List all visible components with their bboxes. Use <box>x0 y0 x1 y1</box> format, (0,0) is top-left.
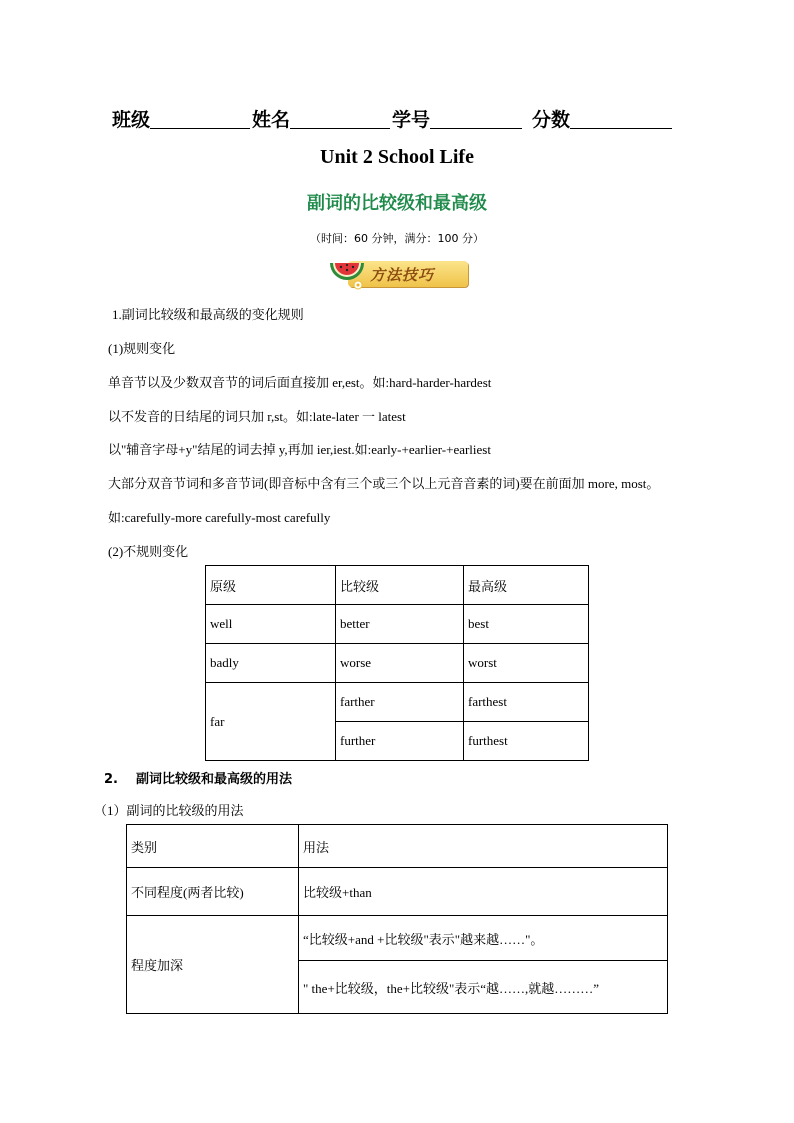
table-cell: better <box>336 605 464 644</box>
rule-line: 大部分双音节词和多音节词(即音标中含有三个或三个以上元音音素的词)要在前面加 more, most。 <box>108 476 660 491</box>
id-label: 学号 <box>392 109 431 131</box>
table-cell: further <box>336 722 464 761</box>
table-cell: “比较级+and +比较级"表示"越来越……"。 <box>299 916 668 961</box>
table-cell: worst <box>464 644 589 683</box>
table-header-cell: 最高级 <box>464 566 589 605</box>
table-row <box>206 683 589 722</box>
irregular-change-heading: (2)不规则变化 <box>108 544 189 559</box>
table-cell: furthest <box>464 722 589 761</box>
irregular-table <box>205 565 589 761</box>
rule-line: 如:carefully-more carefully-most carefully <box>108 510 331 525</box>
table-row <box>127 868 668 916</box>
table-cell: far <box>206 683 336 761</box>
rule-line: 以不发音的日结尾的词只加 r,st。如:late-later 一 latest <box>108 409 406 424</box>
time-info: （时间：60 分钟，满分：100 分） <box>310 232 484 245</box>
table-cell: farthest <box>464 683 589 722</box>
id-blank[interactable] <box>430 110 522 129</box>
table-cell: worse <box>336 644 464 683</box>
page-subtitle: 副词的比较级和最高级 <box>307 193 487 214</box>
table-header-cell: 原级 <box>206 566 336 605</box>
table-header-cell: 用法 <box>299 825 668 868</box>
table-cell: 比较级+than <box>299 868 668 916</box>
student-info-line <box>112 105 672 132</box>
table-header-cell: 类别 <box>127 825 299 868</box>
section2-title: 副词比较级和最高级的用法 <box>135 772 292 787</box>
section1-heading: 1.副词比较级和最高级的变化规则 <box>112 307 304 322</box>
name-label: 姓名 <box>252 109 291 131</box>
score-blank[interactable] <box>570 110 672 129</box>
table-cell: farther <box>336 683 464 722</box>
rule-line: 以"辅音字母+y"结尾的词去掉 y,再加 ier,iest.如:early-+earlier-+earliest <box>108 442 491 457</box>
watermelon-icon <box>326 255 370 293</box>
score-label: 分数 <box>532 109 571 131</box>
class-label: 班级 <box>112 109 151 131</box>
section2-number: 2. <box>104 772 118 787</box>
section2-heading <box>104 768 292 787</box>
usage-table <box>126 824 668 1014</box>
table-cell: badly <box>206 644 336 683</box>
regular-change-heading: (1)规则变化 <box>108 341 176 356</box>
name-blank[interactable] <box>290 110 390 129</box>
comparative-usage-heading: （1）副词的比较级的用法 <box>94 803 244 818</box>
table-cell: best <box>464 605 589 644</box>
table-row <box>127 916 668 961</box>
table-cell: " the+比较级，the+比较级"表示“越……,就越………” <box>299 961 668 1014</box>
table-header-cell: 比较级 <box>336 566 464 605</box>
banner-label: 方法技巧 <box>370 266 435 284</box>
class-blank[interactable] <box>150 110 250 129</box>
table-header-row <box>206 566 589 605</box>
method-banner <box>326 255 472 293</box>
table-cell: well <box>206 605 336 644</box>
table-header-row <box>127 825 668 868</box>
rule-line: 单音节以及少数双音节的词后面直接加 er,est。如:hard-harder-hardest <box>108 375 492 390</box>
table-row <box>206 605 589 644</box>
table-cell: 不同程度(两者比较) <box>127 868 299 916</box>
table-cell: 程度加深 <box>127 916 299 1014</box>
table-row <box>206 644 589 683</box>
page-title: Unit 2 School Life <box>320 146 474 168</box>
